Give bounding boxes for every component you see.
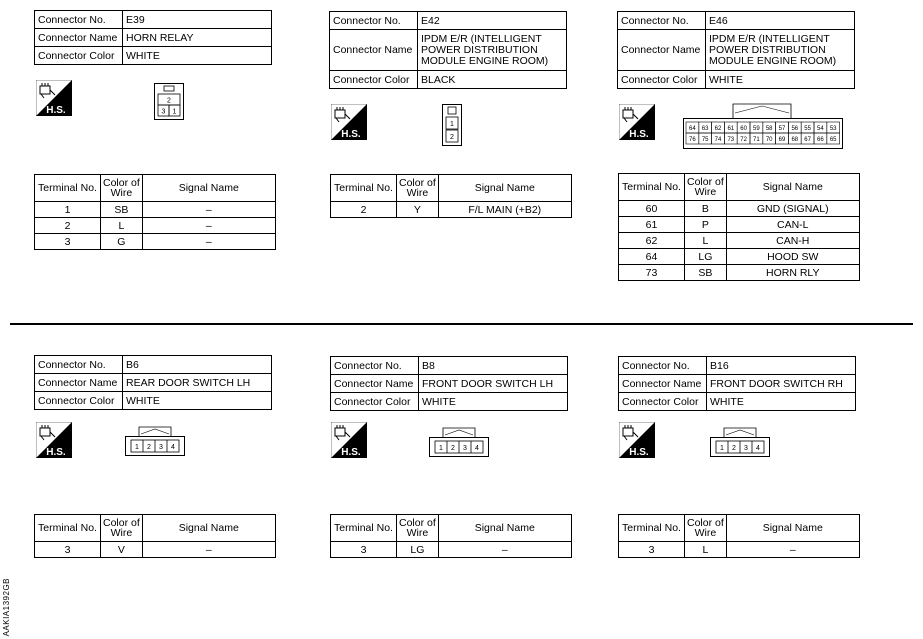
- connector-color-label: Connector Color: [331, 393, 419, 411]
- signal-name-header: Signal Name: [438, 175, 571, 202]
- wire-color-header: Color of Wire: [685, 515, 727, 542]
- pin-label: 2: [450, 134, 454, 141]
- wire-color-header: Color of Wire: [397, 515, 439, 542]
- signal-name: HORN RLY: [726, 265, 859, 281]
- connector-no-value: E42: [418, 12, 567, 30]
- connector-info-e39: [34, 10, 272, 65]
- signal-name: –: [726, 542, 859, 558]
- pin-label: 76: [689, 137, 696, 143]
- connector-name-label: Connector Name: [35, 29, 123, 47]
- pin-label: 55: [804, 126, 811, 132]
- terminal-table-e39: [34, 174, 276, 250]
- terminal-table-e46: [618, 173, 860, 281]
- signal-name: –: [142, 218, 275, 234]
- connector-color-label: Connector Color: [618, 71, 706, 89]
- terminal-no: 3: [331, 542, 397, 558]
- pin-label: 3: [744, 445, 748, 452]
- pin-label: 1: [439, 445, 443, 452]
- terminal-no: 62: [619, 233, 685, 249]
- connector-no-label: Connector No.: [619, 357, 707, 375]
- connector-color-value: WHITE: [419, 393, 568, 411]
- signal-name: HOOD SW: [726, 249, 859, 265]
- pin-label: 2: [451, 445, 455, 452]
- wire-color-header: Color of Wire: [685, 174, 727, 201]
- pin-label: 53: [829, 126, 837, 132]
- section-divider: [10, 323, 913, 325]
- wire-color: L: [101, 218, 143, 234]
- table-row: [331, 542, 572, 558]
- connector-name-label: Connector Name: [35, 374, 123, 392]
- terminal-table-b16: [618, 514, 860, 558]
- pin-label: 56: [791, 126, 799, 132]
- connector-no-value: B16: [707, 357, 856, 375]
- pin-label: 74: [714, 137, 722, 143]
- pin-label: 54: [817, 126, 824, 132]
- pin-label: 1: [450, 121, 454, 128]
- terminal-table-b8: [330, 514, 572, 558]
- wire-color: LG: [397, 542, 439, 558]
- pin-label: 2: [732, 445, 736, 452]
- pin-label: 65: [829, 137, 837, 143]
- pin-label: 1: [720, 445, 724, 452]
- pin-label: 4: [171, 444, 175, 451]
- connector-face-b6: [125, 426, 185, 456]
- table-row: [619, 542, 860, 558]
- connector-color-label: Connector Color: [619, 393, 707, 411]
- connector-face-e39: [154, 83, 184, 120]
- terminal-table-b6: [34, 514, 276, 558]
- connector-face-b8: [429, 427, 489, 457]
- connector-color-label: Connector Color: [35, 392, 123, 410]
- signal-name-header: Signal Name: [142, 175, 275, 202]
- figure-code: AAKIA1392GB: [2, 578, 11, 637]
- pin-label: 66: [817, 137, 824, 143]
- table-row: [619, 217, 860, 233]
- terminal-no: 73: [619, 265, 685, 281]
- connector-no-value: B6: [123, 356, 272, 374]
- terminal-no: 64: [619, 249, 685, 265]
- harness-side-icon: [36, 422, 72, 458]
- pin-label: 3: [463, 445, 467, 452]
- connector-no-label: Connector No.: [330, 12, 418, 30]
- pin-label: 2: [147, 444, 151, 451]
- svg-text:H.S.: H.S.: [341, 129, 361, 140]
- connector-name-value: IPDM E/R (INTELLIGENT POWER DISTRIBUTION MODULE ENGINE ROOM): [706, 30, 855, 71]
- terminal-no-header: Terminal No.: [35, 515, 101, 542]
- connector-name-value: HORN RELAY: [123, 29, 272, 47]
- pin-label: 69: [778, 137, 786, 143]
- connector-no-value: E46: [706, 12, 855, 30]
- signal-name: –: [142, 542, 275, 558]
- signal-name: F/L MAIN (+B2): [438, 202, 571, 218]
- wire-color: G: [101, 234, 143, 250]
- pin-label: 3: [161, 108, 166, 116]
- pin-label: 4: [756, 445, 760, 452]
- connector-color-label: Connector Color: [330, 71, 418, 89]
- connector-color-value: WHITE: [707, 393, 856, 411]
- table-row: [35, 218, 276, 234]
- svg-text:H.S.: H.S.: [629, 447, 649, 458]
- pin-label: 61: [727, 126, 735, 132]
- svg-text:H.S.: H.S.: [341, 447, 361, 458]
- terminal-no-header: Terminal No.: [35, 175, 101, 202]
- wire-color: B: [685, 201, 727, 217]
- signal-name: –: [438, 542, 571, 558]
- signal-name-header: Signal Name: [142, 515, 275, 542]
- connector-info-b8: [330, 356, 568, 411]
- signal-name: –: [142, 202, 275, 218]
- connector-no-value: E39: [123, 11, 272, 29]
- wire-color-header: Color of Wire: [101, 175, 143, 202]
- connector-name-label: Connector Name: [618, 30, 706, 71]
- terminal-no: 3: [619, 542, 685, 558]
- connector-face-b16: [710, 427, 770, 457]
- pin-label: 68: [791, 137, 799, 143]
- connector-face-e46: [683, 101, 843, 149]
- pin-label: 60: [740, 126, 747, 132]
- pin-label: 2: [167, 97, 171, 105]
- connector-face-e42: [442, 104, 462, 146]
- wire-color: P: [685, 217, 727, 233]
- wire-color: SB: [101, 202, 143, 218]
- terminal-no: 61: [619, 217, 685, 233]
- table-row: [619, 249, 860, 265]
- connector-name-label: Connector Name: [619, 375, 707, 393]
- pin-label: 63: [701, 126, 709, 132]
- connector-color-label: Connector Color: [35, 47, 123, 65]
- terminal-no-header: Terminal No.: [331, 175, 397, 202]
- signal-name-header: Signal Name: [726, 174, 859, 201]
- connector-color-value: WHITE: [123, 392, 272, 410]
- connector-color-value: WHITE: [123, 47, 272, 65]
- signal-name: CAN-H: [726, 233, 859, 249]
- signal-name: –: [142, 234, 275, 250]
- wire-color-header: Color of Wire: [101, 515, 143, 542]
- svg-text:H.S.: H.S.: [629, 129, 649, 140]
- table-row: [35, 202, 276, 218]
- table-row: [619, 265, 860, 281]
- pin-label: 58: [765, 126, 773, 132]
- wire-color: L: [685, 233, 727, 249]
- terminal-no: 60: [619, 201, 685, 217]
- harness-side-icon: [331, 104, 367, 140]
- harness-side-icon: [36, 80, 72, 116]
- hs-label: H.S.: [46, 105, 66, 116]
- wire-color: V: [101, 542, 143, 558]
- terminal-no-header: Terminal No.: [331, 515, 397, 542]
- connector-no-label: Connector No.: [35, 356, 123, 374]
- connector-no-value: B8: [419, 357, 568, 375]
- connector-name-value: REAR DOOR SWITCH LH: [123, 374, 272, 392]
- pin-label: 75: [701, 137, 709, 143]
- table-row: [35, 542, 276, 558]
- connector-name-value: FRONT DOOR SWITCH RH: [707, 375, 856, 393]
- terminal-no: 2: [331, 202, 397, 218]
- connector-color-value: WHITE: [706, 71, 855, 89]
- connector-no-label: Connector No.: [618, 12, 706, 30]
- connector-info-e46: [617, 11, 855, 89]
- signal-name-header: Signal Name: [438, 515, 571, 542]
- harness-side-icon: [619, 104, 655, 140]
- pin-label: 71: [753, 137, 760, 143]
- svg-text:H.S.: H.S.: [46, 447, 66, 458]
- wire-color: SB: [685, 265, 727, 281]
- signal-name-header: Signal Name: [726, 515, 859, 542]
- wire-color: Y: [397, 202, 439, 218]
- pin-label: 67: [804, 137, 811, 143]
- pin-label: 1: [135, 444, 139, 451]
- signal-name: CAN-L: [726, 217, 859, 233]
- table-row: [35, 234, 276, 250]
- pin-label: 3: [159, 444, 163, 451]
- table-row: [619, 233, 860, 249]
- terminal-table-e42: [330, 174, 572, 218]
- table-row: [331, 202, 572, 218]
- connector-name-label: Connector Name: [331, 375, 419, 393]
- signal-name: GND (SIGNAL): [726, 201, 859, 217]
- pin-label: 73: [727, 137, 735, 143]
- terminal-no: 3: [35, 234, 101, 250]
- connector-no-label: Connector No.: [35, 11, 123, 29]
- pin-label: 62: [714, 126, 722, 132]
- wire-color: L: [685, 542, 727, 558]
- harness-side-icon: [619, 422, 655, 458]
- pin-label: 1: [172, 108, 177, 116]
- connector-no-label: Connector No.: [331, 357, 419, 375]
- terminal-no-header: Terminal No.: [619, 174, 685, 201]
- pin-label: 70: [765, 137, 773, 143]
- connector-name-label: Connector Name: [330, 30, 418, 71]
- terminal-no: 1: [35, 202, 101, 218]
- connector-info-b16: [618, 356, 856, 411]
- terminal-no-header: Terminal No.: [619, 515, 685, 542]
- terminal-no: 2: [35, 218, 101, 234]
- connector-name-value: IPDM E/R (INTELLIGENT POWER DISTRIBUTION MODULE ENGINE ROOM): [418, 30, 567, 71]
- pin-label: 59: [753, 126, 760, 132]
- pin-label: 4: [475, 445, 479, 452]
- connector-info-e42: [329, 11, 567, 89]
- pin-label: 72: [740, 137, 747, 143]
- terminal-no: 3: [35, 542, 101, 558]
- connector-name-value: FRONT DOOR SWITCH LH: [419, 375, 568, 393]
- table-row: [619, 201, 860, 217]
- wire-color-header: Color of Wire: [397, 175, 439, 202]
- pin-label: 64: [689, 126, 696, 132]
- pin-label: 57: [778, 126, 786, 132]
- connector-color-value: BLACK: [418, 71, 567, 89]
- harness-side-icon: [331, 422, 367, 458]
- connector-info-b6: [34, 355, 272, 410]
- wire-color: LG: [685, 249, 727, 265]
